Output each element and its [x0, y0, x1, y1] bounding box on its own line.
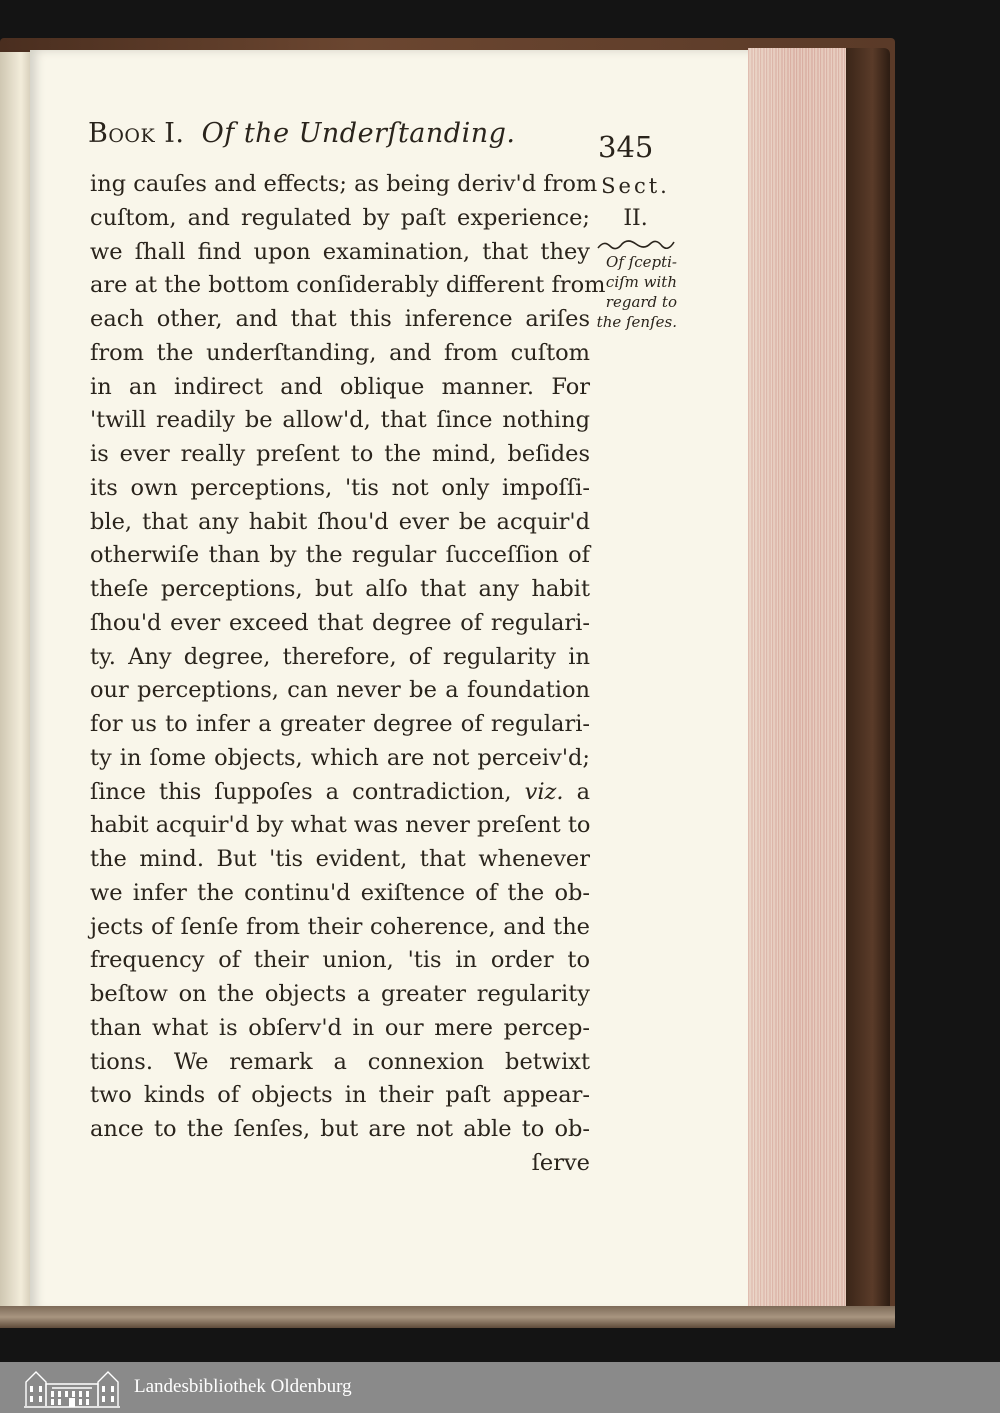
text-line: cuſtom, and regulated by paſt experience;: [90, 204, 590, 231]
text-line: in an indirect and oblique manner. For: [90, 373, 590, 400]
text-line: from the underſtanding, and from cuſtom: [90, 339, 590, 366]
text-line: the mind. But 'tis evident, that whenever: [90, 846, 590, 872]
text-line: otherwiſe than by the regular ſucceſſion of: [90, 542, 590, 569]
library-footer-bar: [0, 1362, 1000, 1413]
library-name: Landesbibliothek Oldenburg: [134, 1376, 352, 1397]
page-number: 345: [598, 130, 654, 164]
text-line: two kinds of objects in their paſt appear-: [90, 1082, 590, 1109]
page-fore-edges: [748, 48, 848, 1310]
body-text: [90, 168, 606, 1181]
text-line: jects of ſenſe from their coherence, and the: [90, 913, 590, 940]
text-line: tions. We remark a connexion betwixt: [90, 1048, 590, 1075]
margin-note-line: Of ſcepti-: [606, 253, 677, 271]
binding-bottom-edge: [0, 1306, 895, 1328]
viz-italic: viz.: [524, 778, 564, 805]
text-line: we infer the continu'd exiſtence of the ob-: [90, 879, 590, 906]
text-line: habit acquir'd by what was never preſent to: [90, 812, 591, 839]
text-line: our perceptions, can never be a foundation: [90, 677, 590, 704]
work-title: Of the Underſtanding.: [201, 118, 516, 149]
text-line: its own perceptions, 'tis not only impoſſi-: [90, 474, 590, 501]
text-line: ance to the ſenſes, but are not able to ob-: [90, 1116, 590, 1142]
text-line: each other, and that this inference ariſes: [90, 306, 590, 332]
text-line: is ever really preſent to the mind, beſides: [90, 441, 590, 467]
text-line: 'twill readily be allow'd, that ſince nothing: [90, 407, 590, 434]
text-line: frequency of their union, 'tis in order to: [90, 947, 590, 974]
running-header: [88, 118, 658, 164]
text-line: ing cauſes and effects; as being deriv'd from: [90, 171, 598, 197]
ornament-flourish-icon: [596, 238, 676, 252]
text-line: ſhou'd ever exceed that degree of regulari-: [90, 609, 590, 636]
margin-note-line: the ſenſes.: [596, 313, 677, 331]
marginal-note: [588, 170, 683, 332]
catchword: ſerve: [531, 1149, 590, 1176]
margin-note-line: ciſm with: [605, 273, 677, 291]
text-line: for us to infer a greater degree of regulari-: [90, 711, 590, 737]
text-line: ty. Any degree, therefore, of regularity in: [90, 643, 590, 670]
book-label: Book I.: [88, 118, 185, 149]
section-number: II.: [623, 206, 648, 231]
margin-note-line: regard to: [605, 293, 677, 311]
text-line: theſe perceptions, but alſo that any habit: [90, 576, 590, 602]
running-title: [88, 118, 515, 149]
text-line-start: ſince this ſuppoſes a contradiction,: [90, 778, 512, 805]
book-cover-edge: [846, 48, 890, 1318]
text-line-viz: [90, 776, 590, 810]
text-line-end: a: [576, 778, 590, 805]
facing-page-edge: [0, 52, 30, 1312]
text-line: are at the bottom conſiderably different from: [90, 272, 606, 299]
text-line: ble, that any habit ſhou'd ever be acquir'd: [90, 508, 590, 535]
text-line: beſtow on the objects a greater regularity: [90, 981, 590, 1007]
library-building-icon: [22, 1366, 122, 1409]
text-line: than what is obſerv'd in our mere percep-: [90, 1014, 590, 1041]
section-label: Sect.: [601, 174, 670, 198]
text-line: ty in ſome objects, which are not perceiv'd;: [90, 744, 590, 771]
text-line: we ſhall find upon examination, that they: [90, 238, 590, 265]
